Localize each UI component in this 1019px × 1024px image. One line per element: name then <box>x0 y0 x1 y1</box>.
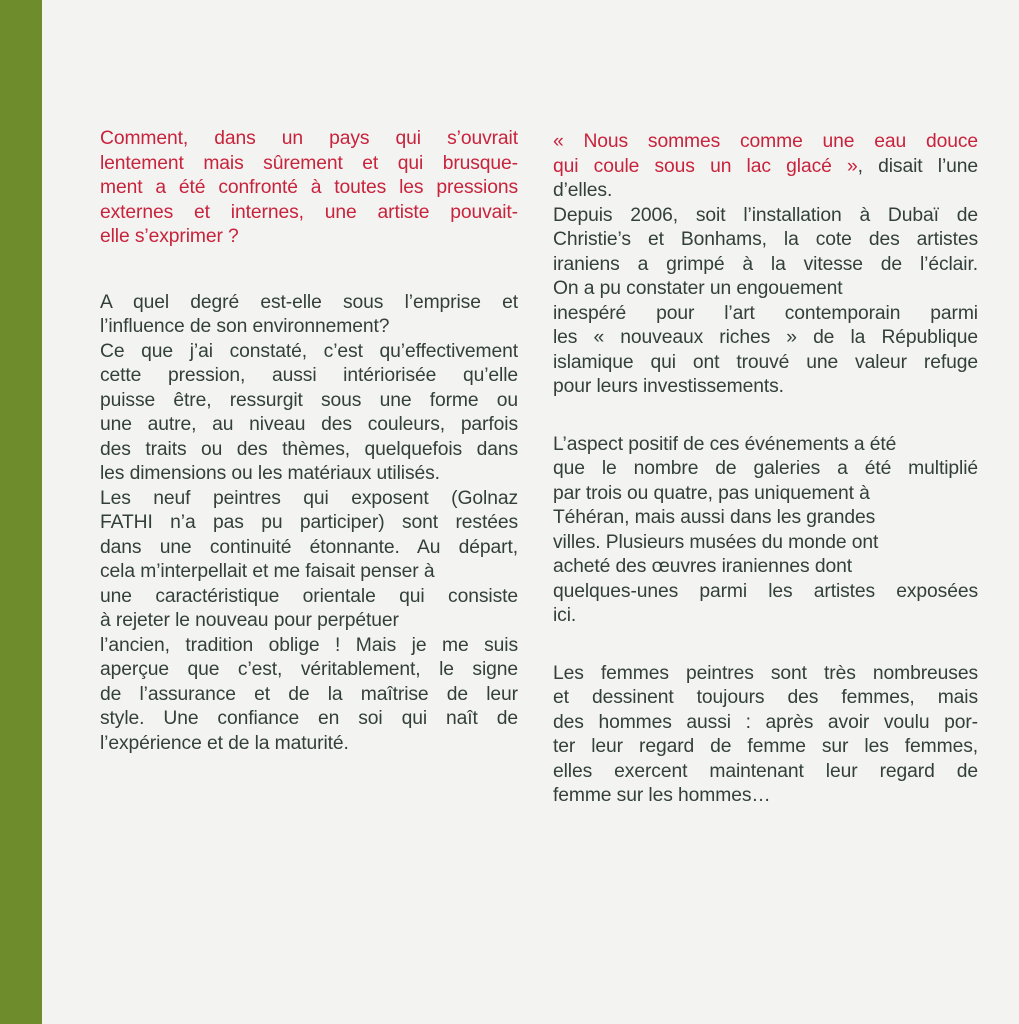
text-line: quelques-unes parmi les artistes exposées <box>553 580 978 602</box>
text-line: lentement mais sûrement et qui brusque- <box>100 152 518 174</box>
text-line: des hommes aussi : après avoir voulu por- <box>553 711 978 733</box>
right-text-column <box>553 130 978 809</box>
text-line: dans une continuité étonnante. Au départ, <box>100 536 518 558</box>
text-line: les « nouveaux riches » de la République <box>553 327 978 348</box>
text-line: L’aspect positif de ces événements a été <box>553 433 897 455</box>
text-line: de l’assurance et de la maîtrise de leur <box>100 683 518 705</box>
text-line: les dimensions ou les matériaux utilisés. <box>100 463 440 484</box>
text-line: puisse être, ressurgit sous une forme ou <box>100 389 518 411</box>
text-line: elles exercent maintenant leur regard de <box>553 760 978 782</box>
paragraph <box>553 130 978 204</box>
text-line: Comment, dans un pays qui s’ouvrait <box>100 128 518 149</box>
text-line <box>553 130 978 155</box>
paragraph <box>553 433 978 629</box>
paragraph <box>553 662 978 809</box>
text-line: On a pu constater un engouement <box>553 278 843 299</box>
quote-text: « Nous sommes comme une eau douce <box>553 131 978 152</box>
text-line: style. Une confiance en soi qui naît de <box>100 708 518 729</box>
text-line: l’influence de son environnement? <box>100 316 390 337</box>
text-segment: , disait l’une <box>857 155 978 177</box>
text-line: une autre, au niveau des couleurs, parfois <box>100 414 518 435</box>
text-line: aperçue que c’est, véritablement, le signe <box>100 659 518 680</box>
text-line: Les neuf peintres qui exposent (Golnaz <box>100 487 518 509</box>
text-line: islamique qui ont trouvé une valeur refuge <box>553 351 978 373</box>
text-line: Les femmes peintres sont très nombreuses <box>553 662 978 684</box>
text-line: FATHI n’a pas pu participer) sont restées <box>100 512 518 533</box>
text-line: cette pression, aussi intériorisée qu’elle <box>100 365 518 386</box>
text-line: d’elles. <box>553 180 613 201</box>
text-line: une caractéristique orientale qui consiste <box>100 585 518 607</box>
text-line: iraniens a grimpé à la vitesse de l’éclair. <box>553 253 978 275</box>
text-line: A quel degré est-elle sous l’emprise et <box>100 291 518 313</box>
text-line: ter leur regard de femme sur les femmes, <box>553 736 978 757</box>
text-line: cela m’interpellait et me faisait penser à <box>100 561 435 582</box>
text-line: inespéré pour l’art contemporain parmi <box>553 302 978 324</box>
paragraph <box>100 127 518 250</box>
quote-text: qui coule sous un lac glacé » <box>553 155 858 177</box>
text-line: ici. <box>553 605 577 626</box>
text-line: Téhéran, mais aussi dans les grandes <box>553 507 876 528</box>
paragraph <box>553 204 978 400</box>
text-line: à rejeter le nouveau pour perpétuer <box>100 610 399 631</box>
text-line: Christie’s et Bonhams, la cote des artistes <box>553 229 978 250</box>
text-line: et dessinent toujours des femmes, mais <box>553 687 978 708</box>
text-line: ment a été confronté à toutes les pressions <box>100 177 518 198</box>
text-line: externes et internes, une artiste pouvait- <box>100 201 518 223</box>
green-page-edge-band <box>0 0 42 1024</box>
left-text-column <box>100 127 518 756</box>
text-line <box>553 155 978 180</box>
text-line: l’expérience et de la maturité. <box>100 732 349 754</box>
text-line: femme sur les hommes… <box>553 785 771 806</box>
text-line: acheté des œuvres iraniennes dont <box>553 556 852 577</box>
text-line: pour leurs investissements. <box>553 376 784 397</box>
text-line: par trois ou quatre, pas uniquement à <box>553 482 870 504</box>
text-line: l’ancien, tradition oblige ! Mais je me suis <box>100 634 518 656</box>
text-line: que le nombre de galeries a été multiplié <box>553 458 978 479</box>
text-line: villes. Plusieurs musées du monde ont <box>553 531 879 553</box>
paragraph <box>100 340 518 487</box>
paragraph <box>100 487 518 757</box>
text-line: Depuis 2006, soit l’installation à Dubaï de <box>553 204 978 226</box>
text-line: elle s’exprimer ? <box>100 226 239 247</box>
paragraph <box>100 291 518 340</box>
text-line: Ce que j’ai constaté, c’est qu’effectivement <box>100 340 518 362</box>
text-line: des traits ou des thèmes, quelquefois dans <box>100 438 518 460</box>
